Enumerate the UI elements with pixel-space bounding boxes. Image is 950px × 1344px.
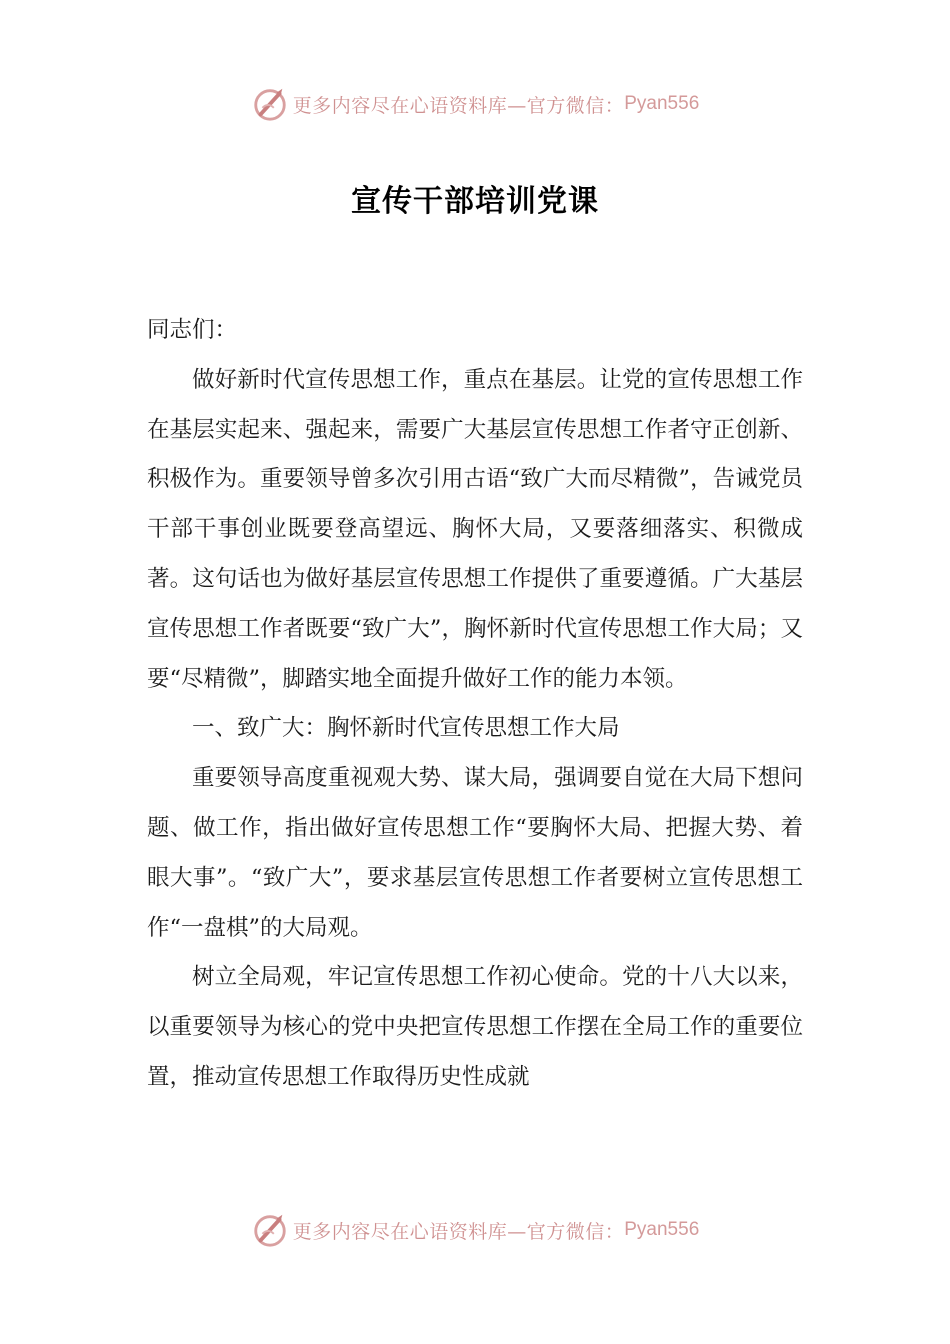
document-body [147,306,803,1103]
pen-circle-logo-icon [251,1211,289,1249]
pen-circle-logo-icon [251,85,289,123]
watermark-text: 更多内容尽在心语资料库—官方微信： [292,1220,625,1243]
paragraph: 重要领导高度重视观大势、谋大局，强调要自觉在大局下想问题、做工作，指出做好宣传思想工作“要胸怀大局、把握大势、着眼大事”。“致广大”，要求基层宣传思想工作者要树立宣传思想工作“一盘棋”的大局观。 [147,765,803,941]
salutation: 同志们： [147,317,238,343]
watermark-text: 更多内容尽在心语资料库—官方微信： [292,94,625,117]
footer-watermark-banner [0,1208,950,1252]
wechat-id: Pyan556 [624,93,700,114]
document-title: 宣传干部培训党课 [351,184,599,219]
paragraph: 做好新时代宣传思想工作，重点在基层。让党的宣传思想工作在基层实起来、强起来，需要广大基层宣传思想工作者守正创新、积极作为。重要领导曾多次引用古语“致广大而尽精微”，告诫党员干部干事创业既要登高望远、胸怀大局，又要落细落实、积微成著。这句话也为做好基层宣传思想工作提供了重要遵循。广大基层宣传思想工作者既要“致广大”，胸怀新时代宣传思想工作大局；又要“尽精微”，脚踏实地全面提升做好工作的能力本领。 [147,366,803,692]
section-heading: 一、致广大：胸怀新时代宣传思想工作大局 [192,715,620,742]
wechat-id: Pyan556 [624,1219,700,1240]
paragraph: 树立全局观，牢记宣传思想工作初心使命。党的十八大以来，以重要领导为核心的党中央把宣传思想工作摆在全局工作的重要位置，推动宣传思想工作取得历史性成就 [147,964,803,1090]
header-watermark-banner [0,82,950,126]
